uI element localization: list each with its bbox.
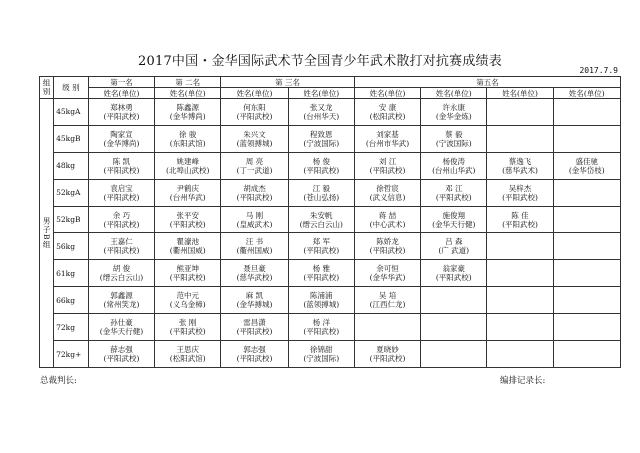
result-cell: [88, 341, 154, 368]
weight-class: 48kg: [54, 152, 89, 179]
result-cell: [88, 314, 154, 341]
athlete-unit: (台州山华武): [432, 165, 476, 175]
result-cell: [553, 287, 620, 314]
athlete-unit: (松阳武校): [369, 111, 406, 121]
header-sub: 姓名(单位): [421, 88, 487, 99]
group-label: 男子B组: [40, 99, 54, 368]
athlete-unit: (缙云白云山): [99, 273, 144, 283]
result-cell: [155, 152, 221, 179]
athlete-unit: (中心武术): [369, 219, 406, 229]
athlete-unit: (平阳武校): [236, 327, 273, 337]
athlete-unit: (常州笑龙): [103, 300, 140, 310]
athlete-name: 王嘉仁: [110, 237, 133, 247]
result-cell: [421, 179, 487, 206]
athlete-unit: (台州市华武): [365, 138, 410, 148]
athlete-unit: (平阳武校): [103, 219, 140, 229]
table-row: [40, 206, 621, 233]
athlete-name: 马 刚: [245, 210, 264, 220]
result-cell: [553, 152, 620, 179]
chief-referee-label: 总裁判长:: [40, 376, 77, 386]
athlete-name: 周 亮: [245, 156, 264, 166]
weight-class: 72kg+: [54, 341, 89, 368]
table-row: [40, 152, 621, 179]
header-sub: 姓名(单位): [288, 88, 354, 99]
result-cell: [553, 314, 620, 341]
athlete-name: 徐 骏: [179, 129, 197, 139]
result-cell: [288, 125, 354, 152]
athlete-name: 陶家宣: [110, 129, 133, 139]
result-cell: [354, 179, 420, 206]
athlete-unit: (宁波国际): [435, 138, 472, 148]
athlete-unit: (皇威武术): [236, 219, 273, 229]
athlete-unit: (平阳武校): [435, 192, 472, 202]
result-cell: [421, 233, 487, 260]
athlete-name: 瞿濠池: [176, 237, 199, 247]
athlete-unit: (平阳武校): [502, 192, 538, 202]
athlete-name: 熊亚坤: [176, 264, 199, 274]
athlete-name: 杨 俊: [312, 156, 330, 166]
athlete-unit: (丁一武道): [236, 165, 273, 175]
athlete-name: 许永康: [442, 102, 465, 112]
athlete-name: 郑 军: [312, 237, 330, 247]
athlete-unit: (平阳武校): [103, 354, 140, 363]
result-cell: [553, 233, 620, 260]
result-cell: [487, 287, 553, 314]
result-cell: [421, 314, 487, 341]
result-cell: [88, 179, 154, 206]
result-cell: [155, 314, 221, 341]
weight-class: 45kgB: [54, 125, 89, 152]
athlete-unit: (广 武道): [438, 246, 470, 256]
athlete-name: 陈 佳: [511, 210, 529, 220]
records-chief-label: 编排记录长:: [500, 376, 546, 386]
header-rank-1: 第一名: [88, 77, 154, 88]
result-cell: [155, 341, 221, 368]
result-cell: [288, 260, 354, 287]
athlete-unit: (平阳武校): [103, 192, 140, 202]
result-cell: [553, 260, 620, 287]
athlete-name: 孙仕豪: [110, 318, 133, 328]
athlete-name: 薛志强: [110, 345, 133, 354]
header-rank-2: 第 二名: [155, 77, 221, 88]
athlete-name: 徐锦甜: [310, 345, 333, 354]
weight-class: 66kg: [54, 287, 89, 314]
table-row: [40, 341, 621, 368]
result-cell: [288, 314, 354, 341]
result-cell: [155, 179, 221, 206]
result-cell: [354, 341, 420, 368]
result-cell: [354, 125, 420, 152]
result-cell: [288, 341, 354, 368]
header-row-ranks: [40, 77, 621, 88]
athlete-name: 张 刚: [179, 318, 197, 328]
athlete-unit: (平阳武校): [236, 111, 273, 121]
page-title: 2017中国・金华国际武术节全国青少年武术散打对抗赛成绩表: [138, 54, 502, 69]
athlete-unit: (平阳武校): [303, 327, 340, 337]
header-rank-5: 第五名: [354, 77, 620, 88]
athlete-name: 蒋 喆: [378, 210, 397, 220]
result-cell: [553, 99, 620, 126]
athlete-name: 程致恩: [310, 129, 333, 139]
result-cell: [487, 233, 553, 260]
result-cell: [221, 125, 288, 152]
athlete-unit: (金华天行健): [432, 219, 476, 229]
result-cell: [88, 99, 154, 126]
header-sub: 姓名(单位): [487, 88, 553, 99]
athlete-name: 刘 江: [378, 156, 397, 166]
athlete-unit: (慈华武校): [236, 273, 273, 283]
result-cell: [487, 179, 553, 206]
result-cell: [421, 206, 487, 233]
athlete-name: 邓 江: [445, 183, 463, 193]
result-cell: [421, 152, 487, 179]
result-cell: [487, 341, 553, 368]
results-table: [39, 76, 621, 368]
athlete-name: 刘家基: [376, 129, 399, 139]
athlete-name: 麻 凯: [245, 291, 264, 301]
weight-class: 45kgA: [54, 99, 89, 126]
table-row: [40, 233, 621, 260]
athlete-unit: (松阳武馆): [169, 354, 206, 363]
athlete-unit: (义乌金樟): [169, 300, 206, 310]
result-cell: [221, 179, 288, 206]
athlete-unit: (平阳武校): [303, 165, 340, 175]
athlete-name: 徐哲宸: [376, 183, 399, 193]
athlete-unit: (平阳武校): [435, 273, 472, 283]
athlete-unit: (平阳武校): [236, 192, 273, 202]
athlete-unit: (平阳武校): [103, 111, 140, 121]
result-cell: [288, 287, 354, 314]
athlete-name: 郭鑫源: [110, 291, 133, 301]
result-cell: [221, 341, 288, 368]
result-cell: [487, 125, 553, 152]
athlete-unit: (平阳武校): [303, 246, 340, 256]
athlete-name: 杨俊涛: [442, 156, 465, 166]
athlete-unit: (平阳武校): [169, 273, 206, 283]
athlete-name: 姚建峰: [176, 156, 199, 166]
athlete-name: 胡 俊: [112, 264, 131, 274]
result-cell: [88, 125, 154, 152]
result-cell: [288, 233, 354, 260]
date-label: 2017.7.9: [579, 66, 618, 75]
athlete-unit: (金华博尚): [103, 138, 140, 148]
result-cell: [155, 99, 221, 126]
header-group: 组别: [40, 77, 54, 99]
result-cell: [221, 233, 288, 260]
athlete-name: 汪 书: [245, 237, 264, 247]
athlete-name: 聂旦豪: [243, 264, 266, 274]
athlete-unit: (江西仁龙): [369, 300, 406, 310]
weight-class: 61kg: [54, 260, 89, 287]
result-cell: [88, 233, 154, 260]
result-cell: [421, 260, 487, 287]
athlete-name: 张又龙: [310, 102, 333, 112]
athlete-unit: (金华天行健): [99, 327, 144, 337]
athlete-name: 吴梓杰: [508, 183, 532, 193]
athlete-name: 陈娇龙: [376, 237, 399, 247]
athlete-name: 张平安: [176, 210, 199, 220]
athlete-name: 余 巧: [112, 210, 131, 220]
header-sub: 姓名(单位): [553, 88, 620, 99]
table-row: [40, 179, 621, 206]
result-cell: [88, 287, 154, 314]
table-row: [40, 287, 621, 314]
athlete-name: 王思庆: [176, 345, 199, 354]
result-cell: [487, 260, 553, 287]
athlete-name: 尹鹤庆: [176, 183, 199, 193]
result-cell: [354, 260, 420, 287]
athlete-name: 蔡 毅: [445, 129, 463, 139]
result-cell: [221, 152, 288, 179]
athlete-unit: (平阳武校): [103, 165, 140, 175]
athlete-name: 何东阳: [243, 102, 266, 112]
athlete-unit: (东阳武馆): [169, 138, 206, 148]
table-row: [40, 125, 621, 152]
athlete-name: 陈浦浦: [310, 291, 333, 301]
athlete-name: 杨 洋: [312, 318, 330, 328]
athlete-unit: (平阳武校): [502, 219, 538, 229]
header-row-sub: [40, 88, 621, 99]
athlete-name: 郑林勇: [110, 102, 133, 112]
athlete-name: 翁家豪: [442, 264, 465, 274]
athlete-name: 吴 培: [378, 291, 397, 301]
result-cell: [221, 314, 288, 341]
athlete-name: 陈鑫源: [176, 102, 199, 112]
table-row: [40, 260, 621, 287]
result-cell: [487, 206, 553, 233]
result-cell: [155, 233, 221, 260]
athlete-unit: (金华金炼): [435, 111, 472, 121]
athlete-name: 陈 凯: [112, 156, 131, 166]
result-cell: [421, 341, 487, 368]
athlete-unit: (平阳武校): [169, 327, 206, 337]
athlete-name: 朱安帆: [310, 210, 333, 220]
athlete-unit: (平阳武校): [369, 246, 406, 256]
header-sub: 姓名(单位): [354, 88, 420, 99]
table-row: [40, 314, 621, 341]
athlete-name: 袁启宝: [110, 183, 133, 193]
result-cell: [288, 179, 354, 206]
athlete-unit: (平阳武校): [369, 165, 406, 175]
result-cell: [421, 99, 487, 126]
result-cell: [487, 152, 553, 179]
result-cell: [421, 287, 487, 314]
header-level: 级 别: [54, 77, 89, 99]
result-cell: [288, 99, 354, 126]
athlete-unit: (金华博尚): [169, 111, 206, 121]
athlete-unit: (平阳武校): [103, 246, 140, 256]
athlete-name: 范中元: [176, 291, 199, 301]
athlete-name: 杨 雅: [312, 264, 330, 274]
athlete-unit: (蓝领搏城): [303, 300, 340, 310]
athlete-name: 雷昌潇: [243, 318, 266, 328]
athlete-unit: (蓝领搏城): [236, 138, 273, 148]
result-cell: [354, 287, 420, 314]
athlete-unit: (慈华武术): [502, 165, 538, 175]
athlete-name: 施俊翔: [442, 210, 465, 220]
table-row: [40, 99, 621, 126]
athlete-name: 江 毅: [312, 183, 330, 193]
header-sub: 姓名(单位): [155, 88, 221, 99]
weight-class: 72kg: [54, 314, 89, 341]
result-cell: [487, 99, 553, 126]
athlete-unit: (衢州国威): [169, 246, 206, 256]
result-cell: [221, 287, 288, 314]
athlete-unit: (平阳武校): [303, 273, 340, 283]
athlete-name: 安 康: [378, 102, 397, 112]
weight-class: 52kgA: [54, 179, 89, 206]
result-cell: [354, 206, 420, 233]
athlete-name: 吕 森: [445, 237, 463, 247]
result-cell: [553, 206, 620, 233]
result-cell: [354, 99, 420, 126]
result-cell: [155, 260, 221, 287]
athlete-name: 盛佳驰: [575, 156, 599, 166]
result-cell: [288, 152, 354, 179]
weight-class: 52kgB: [54, 206, 89, 233]
athlete-name: 朱兴文: [243, 129, 266, 139]
athlete-unit: (宁波国际): [303, 354, 340, 363]
result-cell: [288, 206, 354, 233]
result-cell: [88, 260, 154, 287]
athlete-name: 郭志强: [243, 345, 266, 354]
header-sub: 姓名(单位): [88, 88, 154, 99]
result-cell: [155, 287, 221, 314]
athlete-unit: (平阳武校): [169, 219, 206, 229]
athlete-unit: (金华华武): [369, 273, 406, 283]
athlete-name: 蔡逸飞: [508, 156, 532, 166]
header-rank-3: 第 三名: [221, 77, 355, 88]
athlete-unit: (平阳武校): [369, 354, 406, 363]
result-cell: [553, 179, 620, 206]
result-cell: [155, 206, 221, 233]
result-cell: [221, 260, 288, 287]
result-cell: [553, 341, 620, 368]
result-cell: [155, 125, 221, 152]
result-cell: [88, 152, 154, 179]
result-cell: [88, 206, 154, 233]
result-cell: [354, 233, 420, 260]
athlete-unit: (北埠山武校): [166, 165, 210, 175]
result-cell: [421, 125, 487, 152]
athlete-unit: (金华搏城): [236, 300, 273, 310]
athlete-unit: (金华岱枝): [568, 165, 605, 175]
result-cell: [354, 314, 420, 341]
result-cell: [487, 314, 553, 341]
athlete-name: 夏晓妙: [376, 345, 399, 354]
athlete-unit: (宁波国际): [303, 138, 340, 148]
athlete-name: 胡成杰: [243, 183, 266, 193]
athlete-name: 余可恒: [376, 264, 399, 274]
athlete-unit: (苍山弘扬): [303, 192, 340, 202]
result-cell: [221, 206, 288, 233]
header-sub: 姓名(单位): [221, 88, 288, 99]
athlete-unit: (衢州国威): [236, 246, 273, 256]
result-cell: [553, 125, 620, 152]
athlete-unit: (台州华天): [303, 111, 340, 121]
athlete-unit: (缙云白云山): [299, 219, 343, 229]
result-cell: [221, 99, 288, 126]
athlete-unit: (武义信息): [369, 192, 406, 202]
result-cell: [354, 152, 420, 179]
athlete-unit: (台州华武): [169, 192, 206, 202]
weight-class: 56kg: [54, 233, 89, 260]
athlete-unit: (平阳武校): [236, 354, 273, 363]
